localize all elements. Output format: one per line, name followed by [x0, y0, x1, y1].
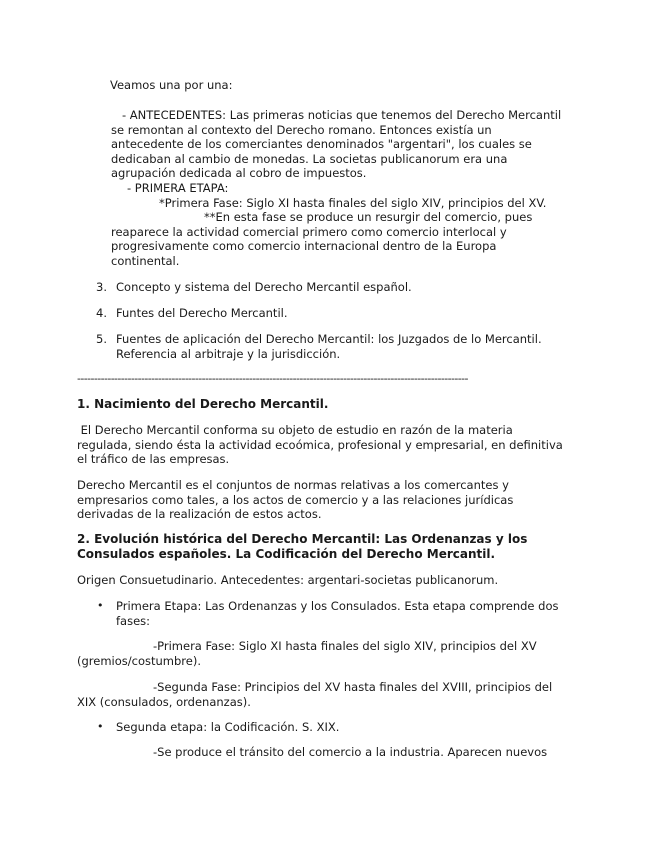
heading-line: 2. Evolución histórica del Derecho Mercantil: Las Ordenanzas y los [77, 532, 528, 546]
toc-text: Fuentes de aplicación del Derecho Mercantil: los Juzgados de lo Mercantil. [116, 332, 542, 346]
bullet2-text: Segunda etapa: la Codificación. S. XIX. [116, 720, 340, 734]
bullet-glyph: • [97, 720, 104, 733]
esta-fase-line: progresivamente como comercio internacional dentro de la Europa [111, 239, 497, 253]
section1-heading: 1. Nacimiento del Derecho Mercantil. [77, 397, 329, 411]
toc-number: 5. [96, 332, 107, 346]
antecedentes-line: - ANTECEDENTES: Las primeras noticias que tenemos del Derecho Mercantil [122, 108, 562, 122]
esta-fase-line: **En esta fase se produce un resurgir del comercio, pues [204, 210, 533, 224]
fase-line: (gremios/costumbre). [77, 653, 201, 668]
toc-text: Funtes del Derecho Mercantil. [116, 306, 288, 320]
section1-paragraph1 [77, 423, 597, 467]
origen-text: Origen Consuetudinario. Antecedentes: argentari-societas publicanorum. [77, 573, 499, 587]
paragraph-line: El Derecho Mercantil conforma su objeto de estudio en razón de la materia [77, 423, 513, 437]
last-line-text: -Se produce el tránsito del comercio a la industria. Aparecen nuevos [153, 745, 548, 759]
section1-paragraph2 [77, 478, 597, 522]
toc-number: 4. [96, 306, 107, 320]
toc-text: Concepto y sistema del Derecho Mercantil español. [116, 280, 412, 294]
antecedentes-line: antecedente de los comerciantes denominados "argentari", los cuales se [111, 137, 532, 151]
primera-etapa-header: - PRIMERA ETAPA: [127, 181, 229, 195]
paragraph-line: empresarios como tales, a los actos de comercio y a las relaciones jurídicas [77, 492, 514, 507]
fase-line: XIX (consulados, ordenanzas). [77, 694, 251, 709]
bullet1-text [116, 599, 596, 628]
paragraph-line: derivadas de la realización de estos actos. [77, 507, 322, 521]
esta-fase-line: continental. [111, 253, 180, 268]
paragraph-line: regulada, siendo ésta la actividad ecoómica, profesional y empresarial, en definitiva [77, 437, 563, 452]
divider-line: -------------------------------------------------------------------------------------------------------------------- [77, 372, 468, 385]
paragraph-line: Derecho Mercantil es el conjuntos de normas relativas a los comercantes y [77, 478, 509, 492]
antecedentes-paragraph [111, 108, 591, 181]
paragraph-line: el tráfico de las empresas. [77, 452, 230, 466]
antecedentes-line: se remontan al contexto del Derecho romano. Entonces existía un [111, 122, 492, 137]
antecedentes-line: agrupación dedicada al cobro de impuestos. [111, 166, 367, 180]
toc-number: 3. [96, 280, 107, 294]
fase2-paragraph [77, 680, 597, 709]
esta-fase-line: reaparece la actividad comercial primero como comercio interlocal y [111, 224, 507, 239]
antecedentes-line: dedicaban al cambio de monedas. La societas publicanorum era una [111, 151, 508, 166]
fase-line: -Segunda Fase: Principios del XV hasta finales del XVIII, principios del [153, 680, 553, 694]
intro-text: Veamos una por una: [110, 78, 233, 92]
esta-fase-paragraph [111, 210, 591, 268]
bullet-line: Primera Etapa: Las Ordenanzas y los Consulados. Esta etapa comprende dos [116, 599, 559, 613]
heading-line: Consulados españoles. La Codificación del Derecho Mercantil. [77, 546, 496, 561]
toc-text: Referencia al arbitraje y la jurisdicción. [116, 347, 341, 361]
fase-line: -Primera Fase: Siglo XI hasta finales del siglo XIV, principios del XV [153, 639, 537, 653]
fase1-paragraph [77, 639, 597, 668]
section2-heading [77, 532, 597, 561]
bullet-glyph: • [97, 599, 104, 612]
primera-fase-header: *Primera Fase: Siglo XI hasta finales del siglo XIV, principios del XV. [159, 196, 547, 210]
bullet-line: fases: [116, 613, 151, 628]
